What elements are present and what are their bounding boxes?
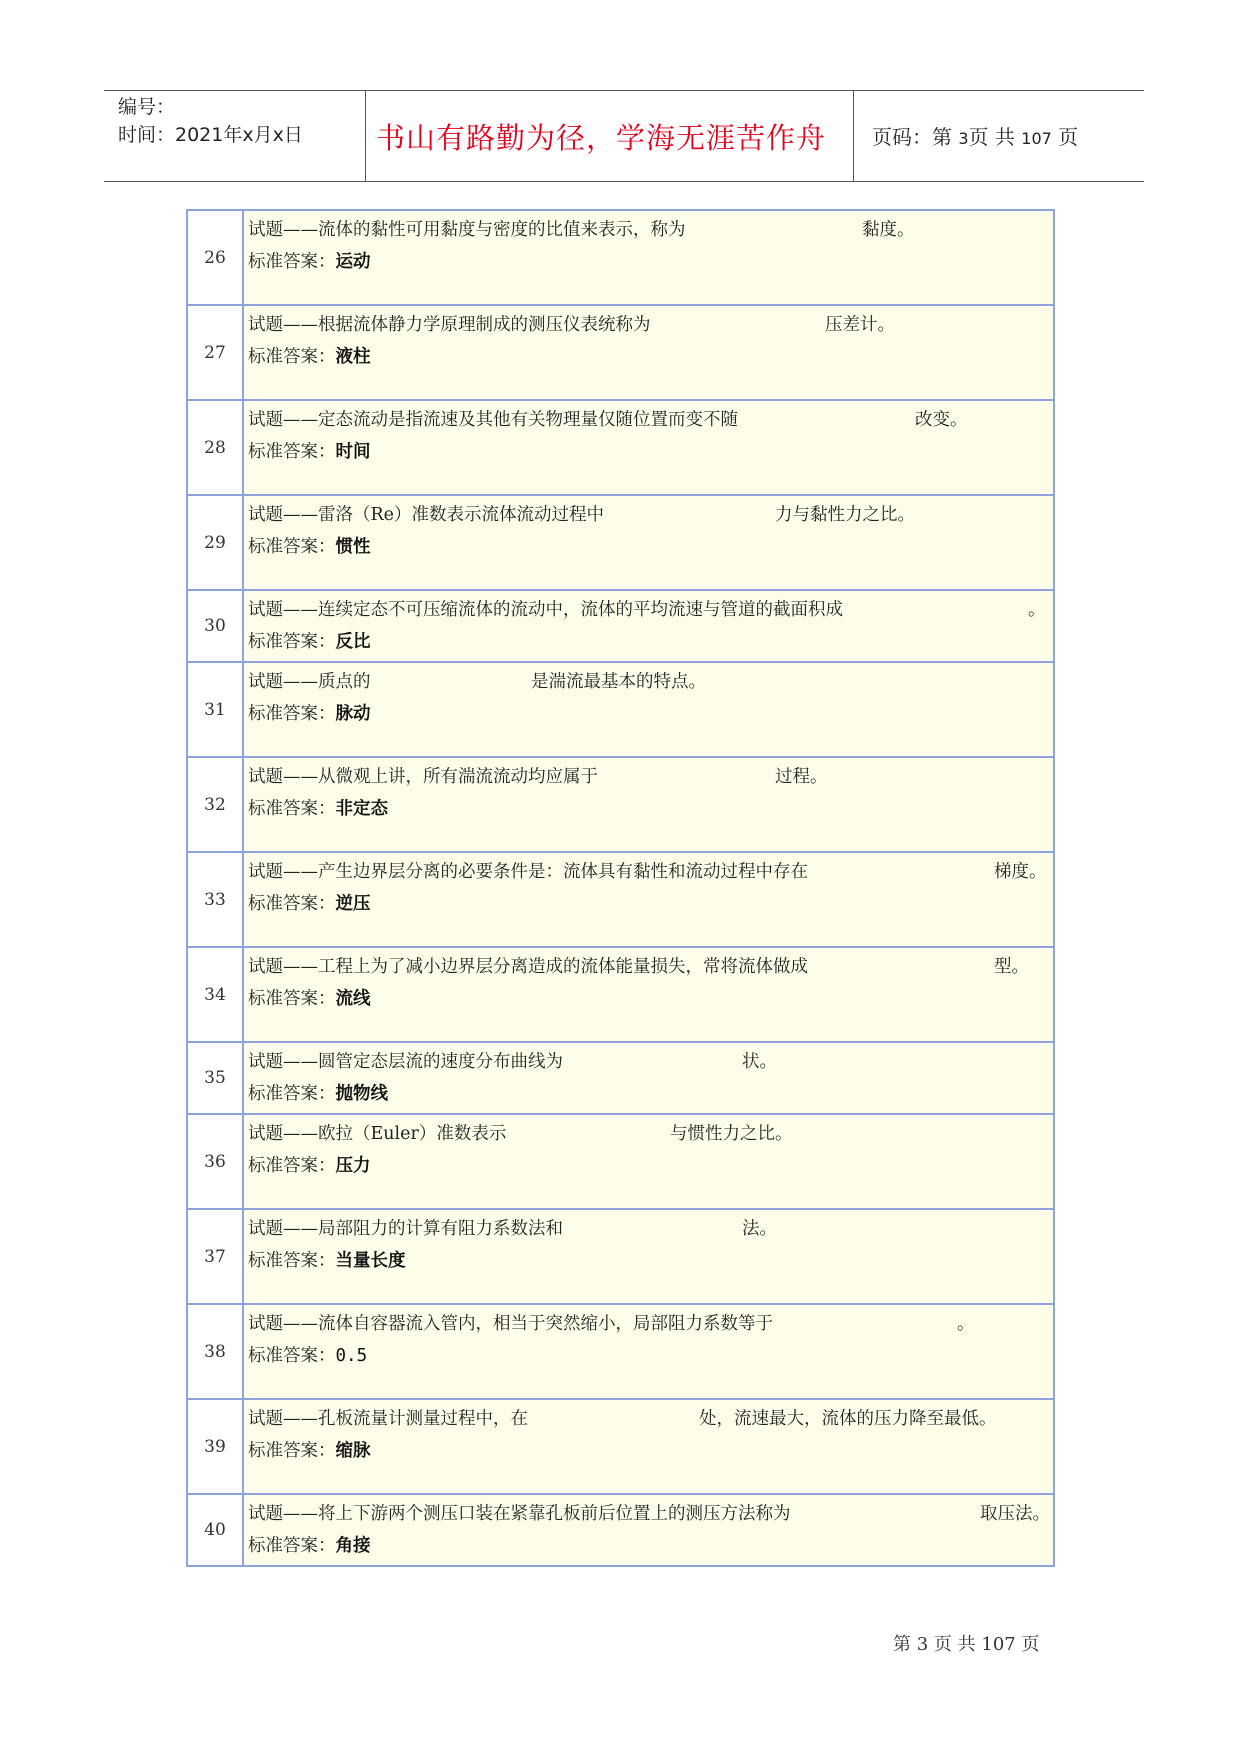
question-row — [187, 662, 1054, 757]
question-text: 试题——局部阻力的计算有阻力系数法和 — [248, 1219, 563, 1239]
answer-label: 标准答案： — [248, 894, 336, 914]
question-number: 29 — [187, 495, 243, 590]
question-row — [187, 1042, 1054, 1114]
question-tail: 取压法。 — [980, 1504, 1050, 1524]
question-number: 39 — [187, 1399, 243, 1494]
question-tail: 法。 — [742, 1219, 777, 1239]
answer-label: 标准答案： — [248, 537, 336, 557]
question-number: 26 — [187, 210, 243, 305]
question-cell — [243, 1209, 1054, 1304]
answer-line — [248, 1081, 1049, 1113]
question-line — [248, 954, 1049, 986]
question-cell — [243, 1042, 1054, 1114]
question-cell — [243, 305, 1054, 400]
question-text: 试题——连续定态不可压缩流体的流动中，流体的平均流速与管道的截面积成 — [248, 600, 843, 620]
answer-value: 运动 — [335, 252, 371, 272]
question-number: 37 — [187, 1209, 243, 1304]
answer-line — [248, 1438, 1049, 1470]
question-number: 28 — [187, 400, 243, 495]
question-row — [187, 1209, 1054, 1304]
question-text: 试题——流体自容器流入管内，相当于突然缩小，局部阻力系数等于 — [248, 1314, 773, 1334]
question-number: 34 — [187, 947, 243, 1042]
page-header — [104, 90, 1144, 182]
header-divider — [853, 91, 854, 181]
question-row — [187, 757, 1054, 852]
question-cell — [243, 400, 1054, 495]
footer-suffix: 页 — [1021, 1634, 1040, 1655]
document-number-label: 编号： — [118, 96, 176, 118]
answer-label: 标准答案： — [248, 347, 336, 367]
answer-label: 标准答案： — [248, 1251, 336, 1271]
question-tail: 。 — [957, 1314, 975, 1334]
question-row — [187, 1494, 1054, 1566]
question-tail: 与惯性力之比。 — [670, 1124, 793, 1144]
question-line — [248, 1406, 1049, 1438]
question-tail: 是湍流最基本的特点。 — [531, 672, 706, 692]
answer-label: 标准答案： — [248, 1441, 336, 1461]
answer-value: 缩脉 — [335, 1441, 371, 1461]
answer-value: 液柱 — [335, 347, 371, 367]
answer-label: 标准答案： — [248, 1346, 336, 1366]
document-time: 时间：2021年x月x日 — [118, 124, 303, 146]
answer-label: 标准答案： — [248, 989, 336, 1009]
answer-label: 标准答案： — [248, 632, 336, 652]
question-cell — [243, 1304, 1054, 1399]
question-text: 试题——流体的黏性可用黏度与密度的比值来表示，称为 — [248, 220, 686, 240]
question-line — [248, 1311, 1049, 1343]
answer-value: 逆压 — [335, 894, 371, 914]
question-line — [248, 502, 1049, 534]
question-text: 试题——将上下游两个测压口装在紧靠孔板前后位置上的测压方法称为 — [248, 1504, 791, 1524]
answer-line — [248, 629, 1049, 661]
question-line — [248, 669, 1049, 701]
answer-label: 标准答案： — [248, 1084, 336, 1104]
question-cell — [243, 210, 1054, 305]
question-line — [248, 217, 1049, 249]
page-number: 3 — [958, 129, 969, 148]
question-row — [187, 852, 1054, 947]
question-tail: 过程。 — [775, 767, 828, 787]
header-motto: 书山有路勤为径，学海无涯苦作舟 — [375, 121, 826, 155]
question-number: 38 — [187, 1304, 243, 1399]
answer-value: 反比 — [335, 632, 371, 652]
question-cell — [243, 1494, 1054, 1566]
question-line — [248, 859, 1049, 891]
question-number: 32 — [187, 757, 243, 852]
question-row — [187, 1304, 1054, 1399]
answer-line — [248, 891, 1049, 923]
question-tail: 。 — [1028, 600, 1046, 620]
question-tail: 处，流速最大，流体的压力降至最低。 — [699, 1409, 997, 1429]
answer-value: 非定态 — [335, 799, 388, 819]
header-meta — [118, 93, 303, 149]
footer-total: 107 — [981, 1634, 1016, 1655]
question-number: 40 — [187, 1494, 243, 1566]
question-row — [187, 590, 1054, 662]
question-cell — [243, 947, 1054, 1042]
question-tail: 改变。 — [915, 410, 968, 430]
answer-line — [248, 1153, 1049, 1185]
question-tail: 力与黏性力之比。 — [775, 505, 915, 525]
question-line — [248, 1216, 1049, 1248]
question-row — [187, 947, 1054, 1042]
question-text: 试题——欧拉（Euler）准数表示 — [248, 1124, 507, 1144]
answer-label: 标准答案： — [248, 1536, 336, 1556]
answer-line — [248, 1343, 1049, 1375]
question-cell — [243, 662, 1054, 757]
question-row — [187, 210, 1054, 305]
answer-label: 标准答案： — [248, 799, 336, 819]
question-tail: 梯度。 — [994, 862, 1047, 882]
header-divider — [365, 91, 366, 181]
answer-line — [248, 1533, 1049, 1565]
question-text: 试题——雷洛（Re）准数表示流体流动过程中 — [248, 505, 605, 525]
page-mid: 页 共 — [968, 125, 1015, 149]
question-number: 30 — [187, 590, 243, 662]
question-cell — [243, 757, 1054, 852]
answer-label: 标准答案： — [248, 252, 336, 272]
question-cell — [243, 1114, 1054, 1209]
question-number: 33 — [187, 852, 243, 947]
footer-prefix: 第 — [893, 1634, 911, 1655]
answer-label: 标准答案： — [248, 442, 336, 462]
question-text: 试题——孔板流量计测量过程中，在 — [248, 1409, 528, 1429]
page-footer — [893, 1630, 1039, 1656]
question-table — [186, 209, 1055, 1567]
question-row — [187, 1114, 1054, 1209]
question-text: 试题——质点的 — [248, 672, 371, 692]
answer-value: 时间 — [335, 442, 371, 462]
question-tail: 黏度。 — [862, 220, 915, 240]
question-number: 31 — [187, 662, 243, 757]
question-tail: 状。 — [742, 1052, 777, 1072]
page-suffix: 页 — [1058, 125, 1079, 149]
answer-value: 压力 — [335, 1156, 371, 1176]
question-number: 36 — [187, 1114, 243, 1209]
answer-label: 标准答案： — [248, 1156, 336, 1176]
question-text: 试题——工程上为了减小边界层分离造成的流体能量损失，常将流体做成 — [248, 957, 808, 977]
page-total: 107 — [1021, 129, 1052, 148]
answer-value: 0.5 — [335, 1346, 368, 1366]
question-text: 试题——产生边界层分离的必要条件是：流体具有黏性和流动过程中存在 — [248, 862, 808, 882]
question-cell — [243, 1399, 1054, 1494]
question-number: 27 — [187, 305, 243, 400]
answer-value: 脉动 — [335, 704, 371, 724]
answer-line — [248, 1248, 1049, 1280]
footer-mid: 页 共 — [933, 1634, 976, 1655]
question-line — [248, 764, 1049, 796]
answer-value: 角接 — [335, 1536, 371, 1556]
answer-line — [248, 249, 1049, 281]
question-line — [248, 1121, 1049, 1153]
footer-page: 3 — [916, 1634, 929, 1655]
question-text: 试题——定态流动是指流速及其他有关物理量仅随位置而变不随 — [248, 410, 738, 430]
question-row — [187, 305, 1054, 400]
question-row — [187, 1399, 1054, 1494]
answer-value: 当量长度 — [335, 1251, 406, 1271]
answer-line — [248, 986, 1049, 1018]
question-row — [187, 400, 1054, 495]
question-row — [187, 495, 1054, 590]
question-line — [248, 407, 1049, 439]
answer-value: 抛物线 — [335, 1084, 388, 1104]
answer-value: 流线 — [335, 989, 371, 1009]
answer-line — [248, 534, 1049, 566]
question-cell — [243, 590, 1054, 662]
answer-line — [248, 701, 1049, 733]
question-tail: 型。 — [994, 957, 1029, 977]
question-text: 试题——根据流体静力学原理制成的测压仪表统称为 — [248, 315, 651, 335]
question-cell — [243, 495, 1054, 590]
question-line — [248, 1501, 1049, 1533]
header-page-info — [872, 121, 1078, 150]
question-line — [248, 312, 1049, 344]
answer-line — [248, 796, 1049, 828]
question-text: 试题——从微观上讲，所有湍流流动均应属于 — [248, 767, 598, 787]
answer-label: 标准答案： — [248, 704, 336, 724]
answer-line — [248, 439, 1049, 471]
answer-value: 惯性 — [335, 537, 371, 557]
question-tail: 压差计。 — [825, 315, 895, 335]
question-line — [248, 1049, 1049, 1081]
question-text: 试题——圆管定态层流的速度分布曲线为 — [248, 1052, 563, 1072]
question-line — [248, 597, 1049, 629]
page-prefix: 页码：第 — [872, 125, 952, 149]
answer-line — [248, 344, 1049, 376]
question-cell — [243, 852, 1054, 947]
question-number: 35 — [187, 1042, 243, 1114]
